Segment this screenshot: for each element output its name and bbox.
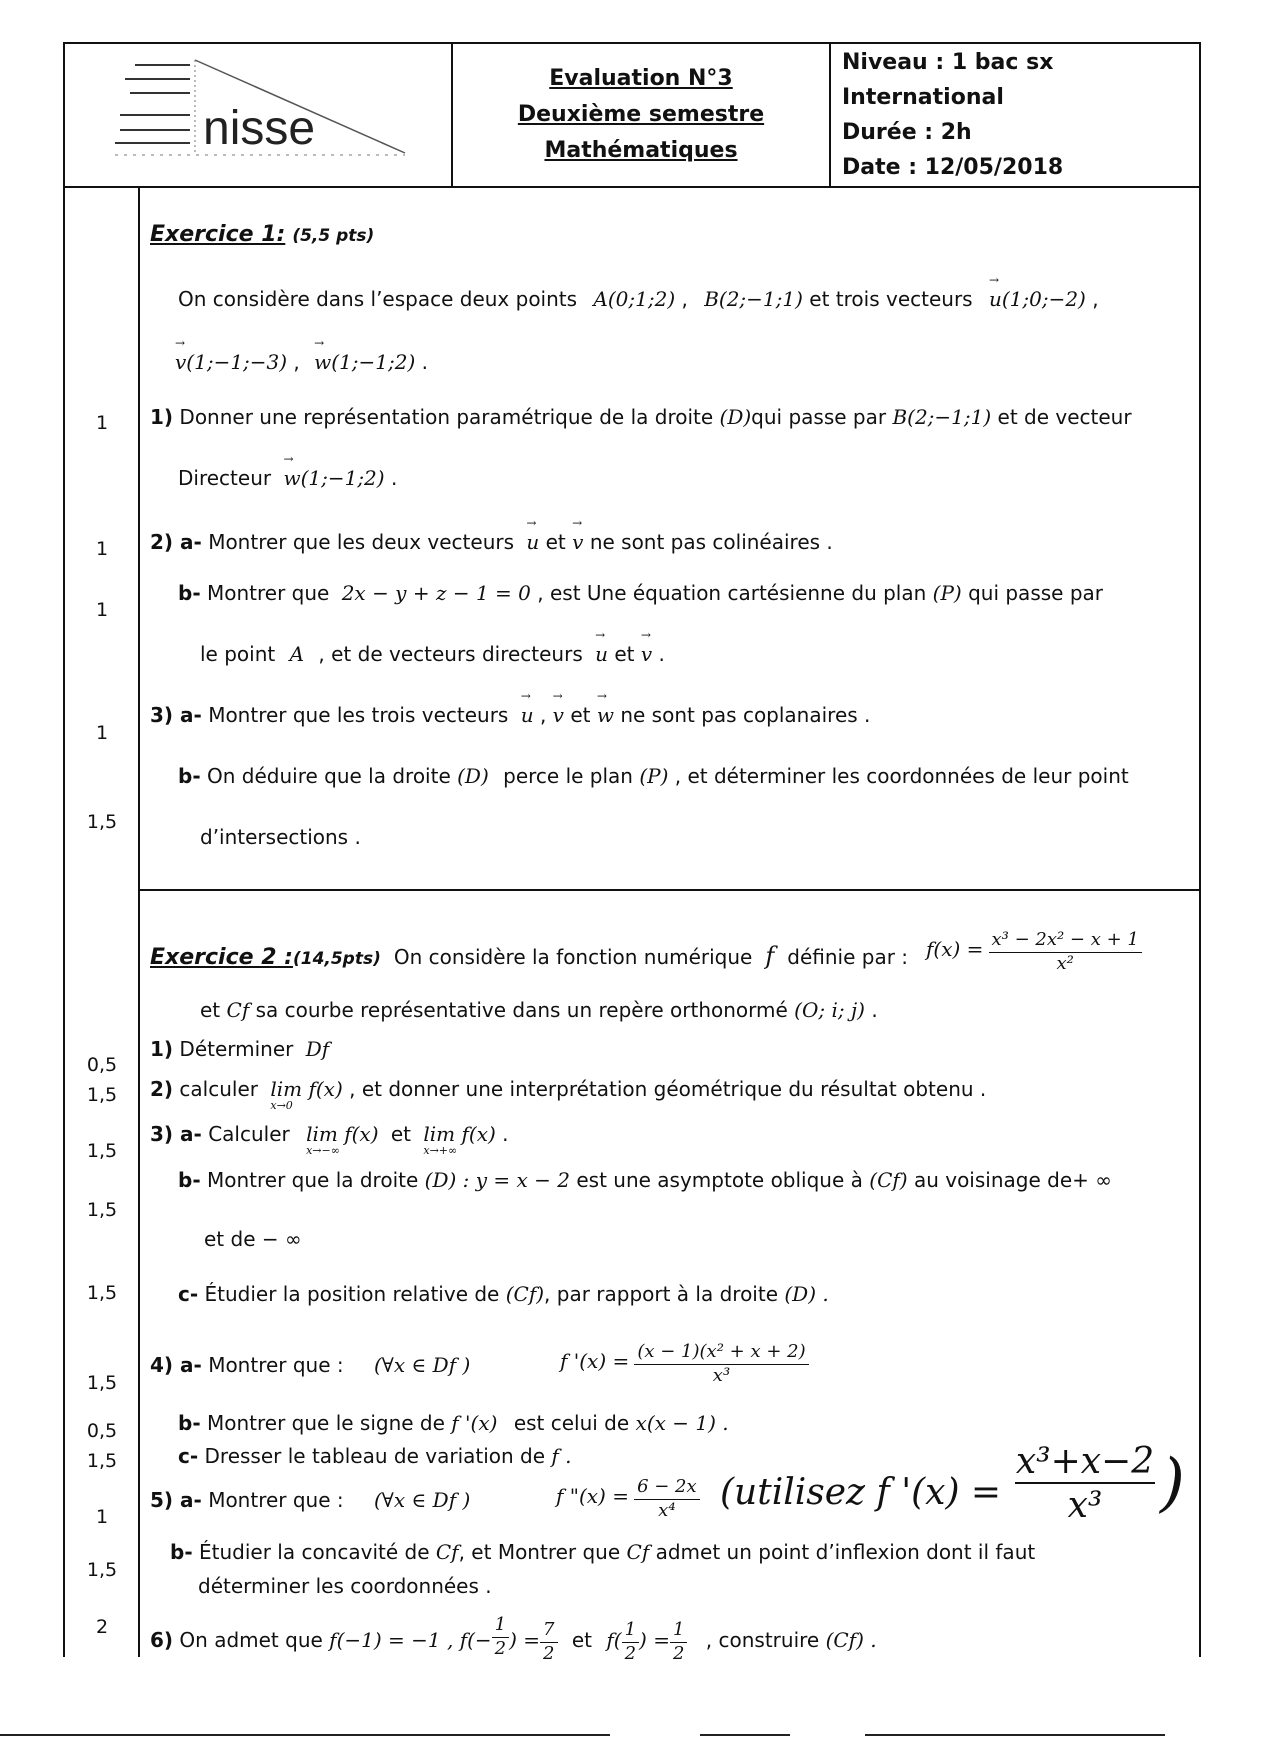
header-title-1: Evaluation N°3 — [549, 66, 733, 91]
ex1-q3a: 3) a- Montrer que les trois vecteurs → u , → v et → w ne sont pas coplanaires . — [150, 703, 870, 727]
ex2-intro-text: On considère la fonction numérique — [393, 945, 753, 969]
ex2-q1-Df: Df — [305, 1037, 330, 1061]
header-col-divider-1 — [451, 42, 453, 186]
ex2-intro-def: définie par : — [787, 945, 909, 969]
ex2-f-symbol: f — [765, 942, 775, 970]
ex1-q1-number: 1) — [150, 405, 174, 429]
ex2-q4c-number: c- — [178, 1444, 199, 1468]
score-ex2-q5a: 1 — [95, 1506, 109, 1528]
line-D-symbol: (D) — [719, 405, 752, 429]
function-fraction — [989, 928, 1142, 975]
value-f-minus-half-eq: ) = — [509, 1628, 541, 1652]
handwritten-denominator: x³ — [1067, 1485, 1103, 1526]
ex2-q4c — [178, 1444, 572, 1468]
score-ex2-q3b: 1,5 — [86, 1199, 118, 1221]
level-label: Niveau : 1 bac sx — [842, 50, 1054, 75]
ex2-q4a — [150, 1353, 470, 1377]
derivative-numerator: (x − 1)(x² + x + 2) — [634, 1340, 808, 1365]
ex2-q3b-number: b- — [178, 1168, 201, 1192]
ex2-q6-et: et — [571, 1628, 593, 1652]
ex1-q2b-directors: , et de vecteurs directeurs — [318, 642, 583, 666]
ex2-q5a-forall: (∀x ∈ Df ) — [374, 1488, 471, 1512]
ex1-q2a-number: 2) a- — [150, 530, 202, 554]
track-label: International — [842, 85, 1004, 110]
vector-v: → v(1;−1;−3) — [175, 350, 287, 374]
ex2-q3c-D: (D) . — [784, 1282, 829, 1306]
ex2-q3c-Cf: (Cf) — [505, 1282, 545, 1306]
frame-oij: (O; i; j) — [794, 998, 865, 1022]
ex2-q6 — [150, 1614, 877, 1665]
ex1-q3b-line2: d’intersections . — [200, 825, 361, 849]
ex1-q2b-line1 — [178, 581, 1103, 605]
score-column-divider — [138, 186, 140, 1657]
second-derivative-denominator: x⁴ — [658, 1500, 676, 1521]
value-f-half-open: f( — [606, 1628, 622, 1652]
ex1-q3a-et: et — [570, 703, 591, 727]
curve-Cf-symbol: Cf — [226, 998, 250, 1022]
second-derivative-formula — [556, 1475, 700, 1522]
point-B: B(2;−1;1) — [704, 287, 803, 311]
ex1-q2b-point-text: le point — [200, 642, 276, 666]
score-ex2-q6: 2 — [95, 1616, 109, 1638]
second-derivative-fraction — [634, 1475, 700, 1522]
ex2-q5a-text: Montrer que : — [208, 1488, 344, 1512]
logo — [115, 55, 415, 165]
ex2-q4b-number: b- — [178, 1411, 201, 1435]
ex2-q1-number: 1) — [150, 1037, 174, 1061]
ex2-q6-Cf: (Cf) . — [825, 1628, 877, 1652]
ex1-q2b-text: Montrer que — [206, 581, 330, 605]
ex1-q3a-text: Montrer que les trois vecteurs — [208, 703, 509, 727]
ex2-q6-number: 6) — [150, 1628, 174, 1652]
ex2-q4b-text: Montrer que le signe de — [206, 1411, 445, 1435]
ex2-q1-text: Déterminer — [179, 1037, 294, 1061]
ex2-q2-text: calculer — [179, 1077, 258, 1101]
derivative-fraction — [634, 1340, 808, 1387]
ex2-q3c — [178, 1282, 829, 1306]
score-ex2-q1: 0,5 — [86, 1054, 118, 1076]
ex1-q1-vector-w: → w(1;−1;2) — [283, 466, 384, 490]
ex1-q3b-D: (D) — [457, 764, 489, 788]
ex1-intro-line2: → v(1;−1;−3) , → w(1;−1;2) . — [175, 350, 428, 374]
footer-line-2 — [700, 1734, 790, 1736]
score-ex2-q5b: 1,5 — [86, 1559, 118, 1581]
ex1-points: (5,5 pts) — [292, 226, 375, 246]
ex2-q5b-number: b- — [170, 1540, 193, 1564]
ex1-intro-text: On considère dans l’espace deux points — [178, 287, 578, 311]
value-half-num: 1 — [622, 1618, 639, 1643]
ex2-q3a-number: 3) a- — [150, 1122, 202, 1146]
header-col-divider-2 — [829, 42, 831, 186]
score-ex2-q4c: 1,5 — [86, 1450, 118, 1472]
ex1-q3b-number: b- — [178, 764, 201, 788]
ex1-q1-passes: qui passe par — [751, 405, 887, 429]
ex1-q3a-number: 3) a- — [150, 703, 202, 727]
ex2-q3b-line1 — [178, 1168, 1112, 1192]
ex2-heading — [150, 942, 908, 970]
ex2-q4a-forall: (∀x ∈ Df ) — [374, 1353, 471, 1377]
value-f-minus-half-open: f(− — [459, 1628, 492, 1652]
ex2-curve-text: sa courbe représentative dans un repère orthonormé — [255, 998, 788, 1022]
ex2-q3c-text: Étudier la position relative de — [204, 1282, 500, 1306]
ex1-intro-line1: On considère dans l’espace deux points A(0;1;2) , B(2;−1;1) et trois vecteurs → u(1;0;−2) , — [178, 287, 1099, 311]
ex1-q2b-mid: , est Une équation cartésienne du plan — [537, 581, 927, 605]
ex2-points: (14,5pts) — [292, 949, 381, 969]
derivative-label: f '(x) = — [560, 1349, 630, 1373]
ex2-q2 — [150, 1077, 987, 1112]
header-title-2: Deuxième semestre — [517, 102, 765, 127]
asymptote-equation: (D) : y = x − 2 — [424, 1168, 570, 1192]
score-ex1-q3b: 1,5 — [86, 811, 118, 833]
ex1-q3b-P: (P) — [639, 764, 669, 788]
value-one-den: 2 — [672, 1643, 685, 1664]
score-ex1-q3a: 1 — [95, 722, 109, 744]
plane-P-symbol: (P) — [932, 581, 962, 605]
ex1-q2a: 2) a- Montrer que les deux vecteurs → u et → v ne sont pas colinéaires . — [150, 530, 833, 554]
second-derivative-numerator: 6 − 2x — [634, 1475, 700, 1500]
ex2-q3b-text: Montrer que la droite — [206, 1168, 419, 1192]
function-definition — [926, 928, 1142, 975]
ex2-q2-number: 2) — [150, 1077, 174, 1101]
value-f-half-eq: ) = — [639, 1628, 670, 1652]
ex1-q3a-end: ne sont pas coplanaires . — [620, 703, 871, 727]
limit-at-minus-infinity: lim f(x) — [306, 1122, 379, 1146]
value-half-den: 2 — [624, 1643, 637, 1664]
handwritten-note — [720, 1441, 1190, 1536]
handwritten-note-text: (utilisez f '(x) = — [720, 1472, 1002, 1513]
ex2-q1 — [150, 1037, 329, 1061]
ex1-q1-vector-text: et de vecteur — [997, 405, 1132, 429]
vector-u: → u(1;0;−2) — [989, 287, 1086, 311]
ex2-intro-line2: et Cf sa courbe représentative dans un repère orthonormé (O; i; j) . — [200, 998, 878, 1022]
value-f-minus-1: f(−1) = −1 , — [329, 1628, 454, 1652]
ex1-q1-point-B: B(2;−1;1) — [892, 405, 992, 429]
ex2-q3b-end: au voisinage de+ ∞ — [913, 1168, 1112, 1192]
ex1-title: Exercice 1: — [150, 222, 286, 247]
ex2-and: et — [200, 998, 221, 1022]
ex2-q3c-end: , par rapport à la droite — [544, 1282, 779, 1306]
score-ex2-q4a: 1,5 — [86, 1372, 118, 1394]
ex1-q2b-point-A: A — [289, 642, 305, 666]
header-title-3: Mathématiques — [544, 138, 738, 163]
score-ex2-q3a: 1,5 — [86, 1140, 118, 1162]
ex2-q6-end: , construire — [705, 1628, 820, 1652]
value-one-num: 1 — [670, 1618, 687, 1643]
ex2-q3b-Cf: (Cf) — [869, 1168, 908, 1192]
exercise-divider — [138, 889, 1201, 891]
ex2-q3b-mid: est une asymptote oblique à — [576, 1168, 863, 1192]
ex1-heading — [150, 222, 374, 247]
limit-at-minus-infinity-sub: x→−∞ — [306, 1144, 340, 1157]
ex2-q3b-line2: et de − ∞ — [204, 1227, 302, 1251]
value-seven-num: 7 — [540, 1618, 557, 1643]
score-ex2-q3c: 1,5 — [86, 1282, 118, 1304]
limit-at-zero-sub: x→0 — [270, 1099, 293, 1112]
ex2-q4c-f: f . — [551, 1444, 572, 1468]
ex2-q6-text: On admet que — [179, 1628, 323, 1652]
ex1-q2b-end: qui passe par — [968, 581, 1103, 605]
ex1-q2a-et: et — [545, 530, 566, 554]
ex2-q4a-number: 4) a- — [150, 1353, 202, 1377]
ex2-q3a-text: Calculer — [208, 1122, 290, 1146]
ex2-q5b-Cf-2: Cf — [626, 1540, 650, 1564]
ex2-q5b-line1 — [170, 1540, 1035, 1564]
ex1-q2b-number: b- — [178, 581, 201, 605]
ex2-q5a — [150, 1488, 470, 1512]
ex1-q2b-et: et — [614, 642, 635, 666]
ex1-q3b-mid: perce le plan — [503, 764, 633, 788]
score-ex1-q2a: 1 — [95, 538, 109, 560]
ex1-q1-text: Donner une représentation paramétrique de la droite — [179, 405, 714, 429]
ex1-q3b-text: On déduire que la droite — [206, 764, 451, 788]
score-ex2-q4b: 0,5 — [86, 1420, 118, 1442]
header-divider — [63, 186, 1201, 188]
ex2-q5b-Cf-1: Cf — [435, 1540, 459, 1564]
ex1-intro-and: et trois vecteurs — [809, 287, 973, 311]
footer-line-3 — [865, 1734, 1165, 1736]
ex2-q4b-mid: est celui de — [513, 1411, 630, 1435]
duration-label: Durée : 2h — [842, 120, 972, 145]
ex2-q5b-text: Étudier la concavité de — [198, 1540, 430, 1564]
footer-line-1 — [0, 1734, 610, 1736]
handwritten-close-paren: ) — [1160, 1446, 1185, 1520]
vector-w: → w(1;−1;2) — [314, 350, 415, 374]
score-ex1-q1: 1 — [95, 412, 109, 434]
ex2-q4b-expr: x(x − 1) . — [635, 1411, 729, 1435]
ex2-q2-end: , et donner une interprétation géométrique du résultat obtenu . — [349, 1077, 987, 1101]
ex1-q3b-end: , et déterminer les coordonnées de leur point — [674, 764, 1129, 788]
ex2-title: Exercice 2 : — [150, 945, 293, 970]
value-minus-half-den: 2 — [494, 1638, 507, 1659]
point-A: A(0;1;2) — [593, 287, 676, 311]
derivative-denominator: x³ — [712, 1365, 731, 1386]
ex2-q4c-text: Dresser le tableau de variation de — [204, 1444, 546, 1468]
value-seven-den: 2 — [543, 1643, 555, 1664]
limit-at-plus-infinity: lim f(x) — [423, 1122, 496, 1146]
ex2-q4b — [178, 1411, 729, 1435]
second-derivative-label: f "(x) = — [556, 1484, 629, 1508]
ex1-q2a-text: Montrer que les deux vecteurs — [208, 530, 515, 554]
function-numerator: x³ − 2x² − x + 1 — [989, 928, 1142, 953]
logo-text: nisse — [203, 102, 316, 155]
handwritten-numerator: x³+x−2 — [1015, 1441, 1155, 1482]
ex1-q1-director: Directeur — [178, 466, 272, 490]
ex2-q4b-fp: f '(x) — [451, 1411, 498, 1435]
function-fx-label: f(x) = — [926, 937, 984, 961]
ex2-q3c-number: c- — [178, 1282, 199, 1306]
score-ex1-q2b: 1 — [95, 599, 109, 621]
date-label: Date : 12/05/2018 — [842, 155, 1064, 180]
ex2-q4a-text: Montrer que : — [208, 1353, 344, 1377]
limit-at-plus-infinity-sub: x→+∞ — [423, 1144, 458, 1157]
ex1-q3b-line1 — [178, 764, 1129, 788]
ex1-q1-line2: Directeur → w(1;−1;2) . — [178, 466, 397, 490]
value-minus-half-num: 1 — [492, 1613, 509, 1638]
ex2-q3a: 3) a- Calculer lim f(x) x→−∞ et lim f(x) x→+∞ . — [150, 1122, 509, 1157]
function-denominator: x² — [1056, 953, 1074, 974]
plane-equation: 2x − y + z − 1 = 0 — [341, 581, 531, 605]
limit-at-zero: lim f(x) — [270, 1077, 343, 1101]
ex2-q5b-mid: , et Montrer que — [458, 1540, 621, 1564]
derivative-formula — [560, 1340, 809, 1387]
ex1-q2a-end: ne sont pas colinéaires . — [589, 530, 833, 554]
ex2-q5a-number: 5) a- — [150, 1488, 202, 1512]
ex1-q2b-line2: le point A , et de vecteurs directeurs → u et → v . — [200, 642, 665, 666]
ex1-q1-line1 — [150, 405, 1132, 429]
ex2-q5b-end: admet un point d’inflexion dont il faut — [655, 1540, 1036, 1564]
score-ex2-q2: 1,5 — [86, 1084, 118, 1106]
ex2-q5b-line2: déterminer les coordonnées . — [198, 1574, 492, 1598]
ex2-q3a-et: et — [390, 1122, 412, 1146]
